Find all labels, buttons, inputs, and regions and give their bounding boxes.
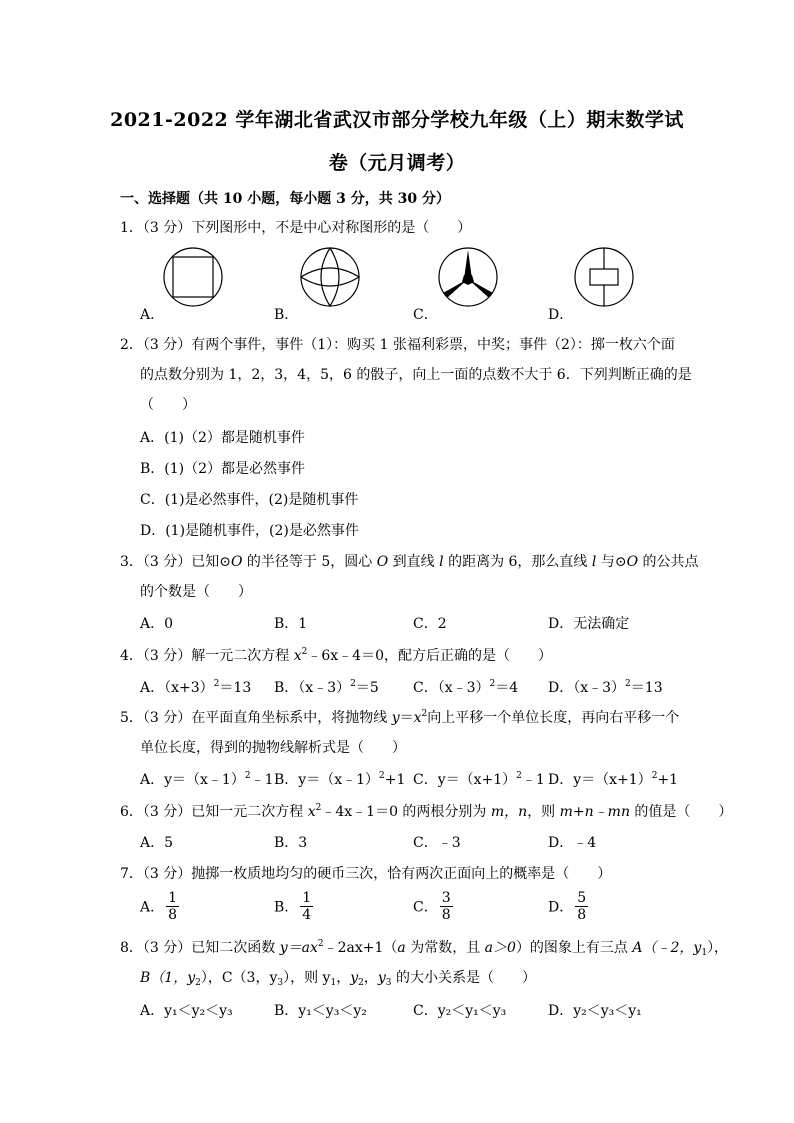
- q3-o-1: O: [231, 554, 243, 570]
- question-8-line1: 8．（3 分）已知二次函数 $y=ax^2﹣2ax+1(a$ 为常数，且 a＞0）的图象上有三点 A（﹣2，$y_1$），: [120, 939, 729, 958]
- q2-option-d: D．(1)是随机事件，(2)是必然事件: [140, 523, 359, 539]
- q7-option-d: D． $\frac{5}{8}$: [548, 890, 587, 923]
- q6-option-a: A．5: [140, 835, 174, 851]
- q3-part-e: 与⊙: [596, 554, 627, 570]
- q4-option-a: A．$(x+3)^2=13$: [140, 679, 252, 696]
- q8-option-b: B．y₁＜y₃＜y₂: [274, 1003, 367, 1019]
- q5-option-b: B．y＝（x﹣1）$^2$+1: [274, 771, 406, 788]
- figure-c-circle-triskelion: [437, 245, 499, 309]
- figure-b-circle-petals: [300, 245, 360, 309]
- question-2-line1: 2．（3 分）有两个事件，事件（1）：购买 1 张福利彩票，中奖；事件（2）：掷一枚六个面: [120, 337, 675, 353]
- question-7-text: 7．（3 分）抛掷一枚质地均匀的硬币三次，恰有两次正面向上的概率是（ ）: [120, 866, 612, 882]
- q4-option-c: C．（x﹣3）$^2$＝4: [413, 679, 519, 696]
- q1-label-b: B．: [274, 307, 299, 323]
- q3-l-1: l: [439, 554, 444, 570]
- question-3-line1: [120, 551, 699, 571]
- q3-part-c: 到直线: [388, 554, 440, 570]
- q3-o-3: O: [626, 554, 639, 570]
- question-1-text: 1．（3 分）下列图形中，不是中心对称图形的是（ ）: [120, 220, 472, 236]
- q4-prefix: 4．（3 分）解一元二次方程: [120, 648, 294, 664]
- q4-option-b: B．（x﹣3）$^2$＝5: [274, 679, 379, 696]
- q5-option-d: D．$y=(x+1)^2+1$: [548, 771, 679, 788]
- exam-title-line1: 2021-2022 学年湖北省武汉市部分学校九年级（上）期末数学试: [110, 109, 684, 131]
- q3-o-2: O: [376, 554, 389, 570]
- section-heading: 一、选择题（共 10 小题，每小题 3 分，共 30 分）: [120, 191, 450, 207]
- question-5-line1: 5．（3 分）在平面直角坐标系中，将抛物线 $y=x^2$向上平移一个单位长度，再向右平移一个: [120, 709, 680, 726]
- q5-option-a: A．y＝（x﹣1）$^2$﹣1: [140, 771, 274, 788]
- q2-option-a: A．(1)（2）都是随机事件: [140, 430, 305, 446]
- q1-label-c: C．: [413, 307, 438, 323]
- q1-label-d: D．: [548, 307, 574, 323]
- q8-option-d: D．y₂＜y₃＜y₁: [548, 1003, 642, 1019]
- q3-option-a: A．0: [140, 616, 174, 632]
- q3-option-c: C．2: [413, 616, 447, 632]
- figure-a-circle-square: [163, 245, 223, 309]
- question-5-line2: 单位长度，得到的抛物线解析式是（ ）: [140, 740, 406, 756]
- q5-part-b: 向上平移一个单位长度，再向右平移一个: [427, 710, 680, 726]
- q7-option-a: A． $\frac{1}{8}$: [140, 890, 178, 923]
- figure-d-circle-rectangle: [574, 245, 634, 309]
- exam-title-line2: 卷（元月调考）: [328, 152, 466, 174]
- q7-option-c: C． $\frac{3}{8}$: [413, 890, 451, 923]
- q6-option-c: C．﹣3: [413, 835, 461, 851]
- question-2-line3: （ ）: [140, 397, 196, 413]
- question-6-text: 6．（3 分）已知一元二次方程 $x^2﹣4x﹣1=0$ 的两根分别为 m，n，则 m+n﹣mn 的值是（ ）: [120, 803, 733, 820]
- q2-option-b: B．(1)（2）都是必然事件: [140, 461, 306, 477]
- q6-option-d: D．﹣4: [548, 835, 597, 851]
- q1-label-a: A．: [140, 307, 165, 323]
- q5-option-c: C．$y=(x+1)^2﹣1$: [413, 771, 545, 788]
- q3-part-a: 3．（3 分）已知⊙: [120, 554, 231, 570]
- question-2-line2: 的点数分别为 1，2，3，4，5，6 的骰子，向上一面的点数不大于 6．下列判断正确的是: [140, 367, 692, 383]
- q3-l-2: l: [591, 554, 597, 570]
- question-3-line2: 的个数是（ ）: [140, 584, 252, 600]
- q3-part-b: 的半径等于 5，圆心: [242, 554, 377, 570]
- q3-part-d: 的距离为 6，那么直线: [443, 554, 592, 570]
- q6-option-b: B．3: [274, 835, 308, 851]
- q8-option-c: C．y₂＜y₁＜y₃: [413, 1003, 507, 1019]
- question-8-line2: B（1，$y_2$），C（3，$y_3$），则 $y_1$，$y_2$，$y_3$ 的大小关系是（ ）: [140, 970, 536, 988]
- q4-suffix: ﹣6x﹣4＝0，配方后正确的是（ ）: [307, 648, 552, 664]
- q8-option-a: A．y₁＜y₂＜y₃: [140, 1003, 233, 1019]
- q3-option-d: D．无法确定: [548, 616, 630, 632]
- q3-option-b: B．1: [274, 616, 308, 632]
- q2-option-c: C．(1)是必然事件，(2)是随机事件: [140, 492, 359, 508]
- q4-option-d: D．（x﹣3）$^2$＝13: [548, 679, 663, 696]
- q7-option-b: B． $\frac{1}{4}$: [274, 890, 312, 923]
- question-4-text: 4．（3 分）解一元二次方程 $x^2﹣6x﹣4=0$，配方后正确的是（ ）: [120, 647, 552, 664]
- q5-part-a: 5．（3 分）在平面直角坐标系中，将抛物线: [120, 710, 392, 726]
- q3-part-f: 的公共点: [638, 554, 699, 570]
